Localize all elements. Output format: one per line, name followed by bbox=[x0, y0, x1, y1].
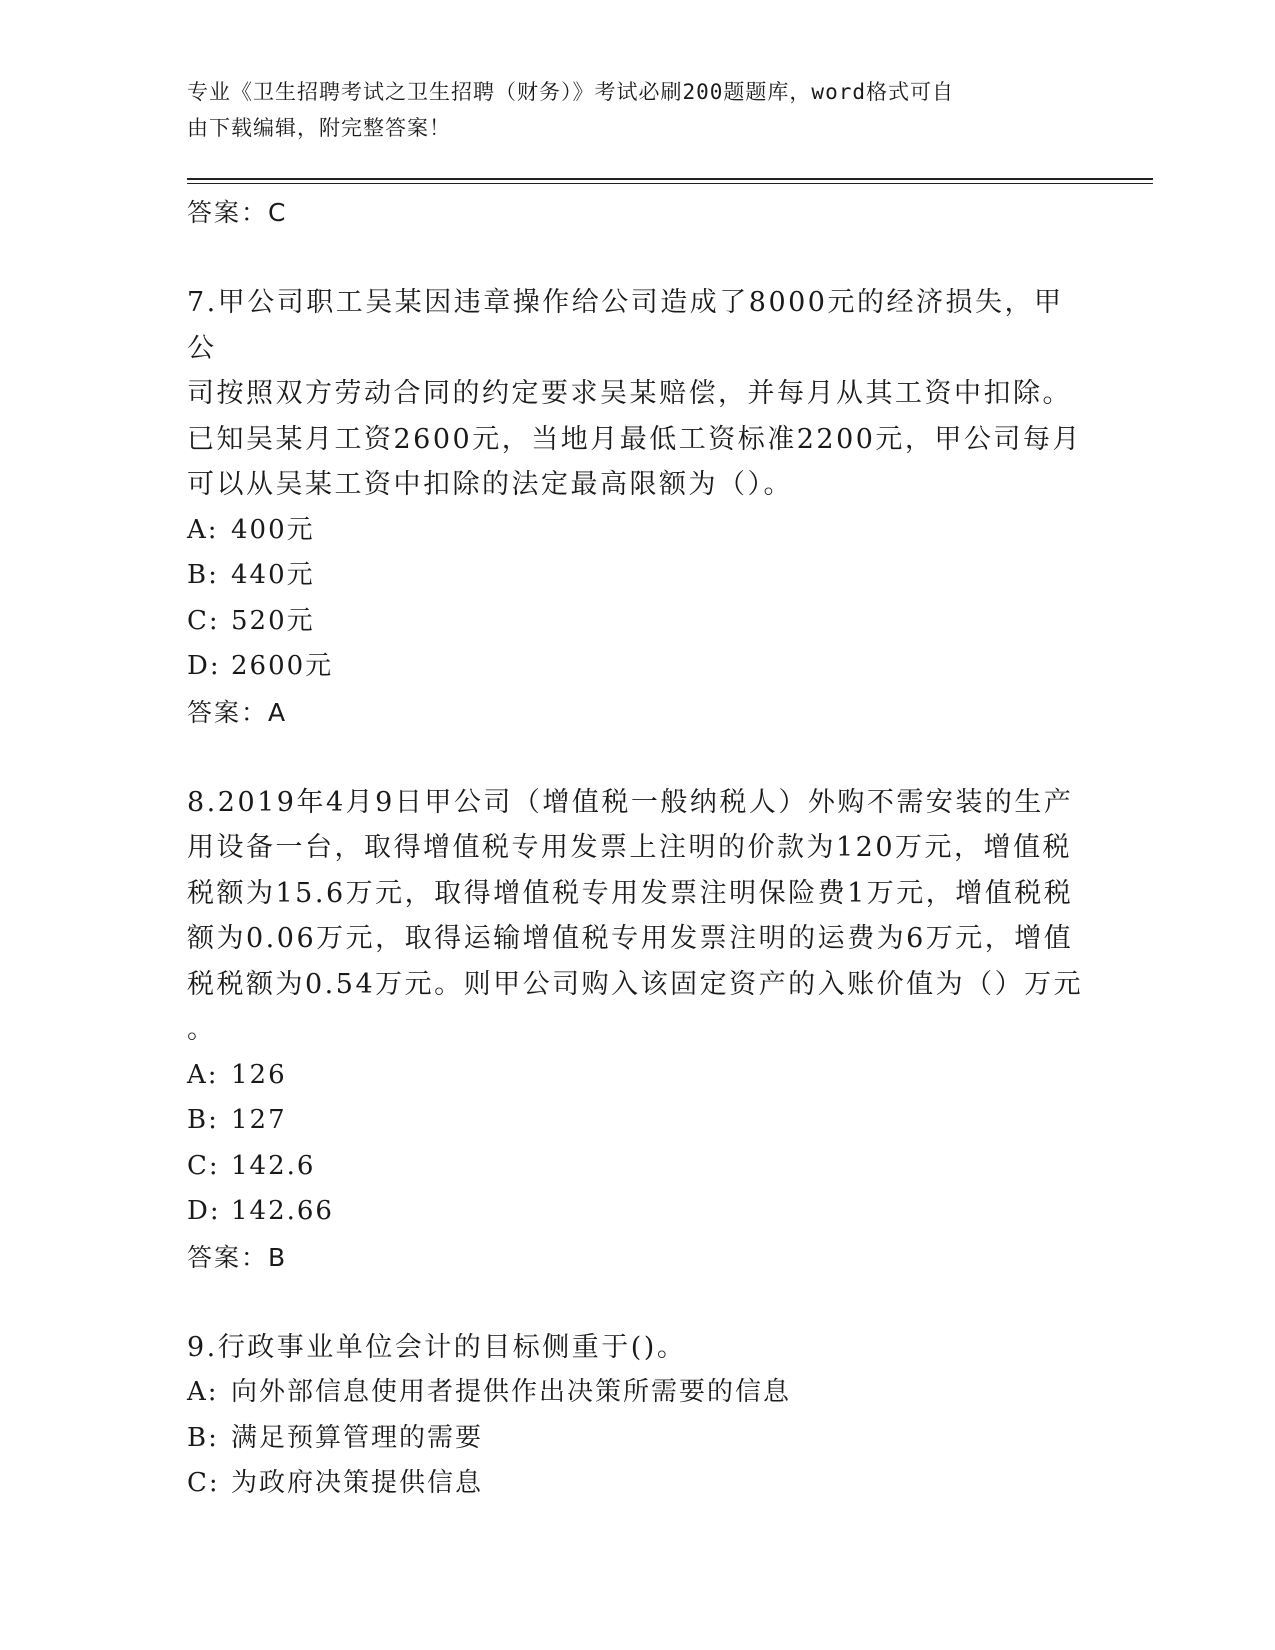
option-text: 2600元 bbox=[231, 651, 334, 681]
header-line-1: 专业《卫生招聘考试之卫生招聘（财务）》考试必刷200题题库，word格式可自 bbox=[187, 80, 954, 104]
option-b bbox=[187, 553, 1087, 599]
stem-line: 9.行政事业单位会计的目标侧重于()。 bbox=[187, 1331, 687, 1363]
stem-line: 可以从吴某工资中扣除的法定最高限额为（）。 bbox=[187, 469, 793, 500]
option-letter: C: bbox=[187, 1468, 220, 1498]
stem-line: 司按照双方劳动合同的约定要求吴某赔偿，并每月从其工资中扣除。 bbox=[187, 378, 1072, 409]
spacer bbox=[187, 736, 1087, 780]
option-text: 满足预算管理的需要 bbox=[231, 1422, 484, 1453]
question-7 bbox=[187, 280, 1087, 736]
option-text: 520元 bbox=[231, 605, 315, 636]
stem-line: 。 bbox=[187, 1014, 217, 1045]
stem-line: 用设备一台，取得增值税专用发票上注明的价款为120万元，增值税 bbox=[187, 832, 1073, 863]
prev-answer: 答案：C bbox=[187, 198, 288, 227]
option-a bbox=[187, 508, 1087, 554]
option-d bbox=[187, 644, 1087, 690]
stem-line: 已知吴某月工资2600元，当地月最低工资标准2200元，甲公司每月 bbox=[187, 423, 1082, 455]
option-text: 440元 bbox=[231, 560, 315, 590]
option-letter: B: bbox=[187, 560, 219, 590]
option-letter: A: bbox=[187, 514, 219, 545]
spacer bbox=[187, 1281, 1087, 1325]
spacer bbox=[187, 236, 1087, 280]
option-letter: A: bbox=[187, 1059, 219, 1090]
option-letter: A: bbox=[187, 1377, 219, 1407]
option-text: 126 bbox=[231, 1059, 287, 1090]
answer-line: 答案：A bbox=[187, 697, 288, 727]
question-8 bbox=[187, 780, 1087, 1281]
option-text: 142.66 bbox=[231, 1196, 334, 1226]
option-text: 127 bbox=[231, 1105, 287, 1135]
header-rule-thin bbox=[187, 183, 1153, 184]
stem-line: 8.2019年4月9日甲公司（增值税一般纳税人）外购不需安装的生产 bbox=[187, 786, 1074, 818]
page-content bbox=[187, 190, 1087, 1507]
option-d bbox=[187, 1189, 1087, 1235]
option-b bbox=[187, 1098, 1087, 1144]
option-letter: D: bbox=[187, 1196, 221, 1226]
question-stem bbox=[187, 1325, 1087, 1371]
header-line-2: 由下载编辑，附完整答案！ bbox=[187, 116, 451, 140]
option-text: 向外部信息使用者提供作出决策所需要的信息 bbox=[231, 1377, 792, 1407]
option-b bbox=[187, 1416, 1087, 1462]
option-text: 142.6 bbox=[231, 1150, 316, 1181]
option-text: 400元 bbox=[231, 514, 315, 545]
header-rule-thick bbox=[187, 178, 1153, 180]
stem-line: 7.甲公司职工吴某因违章操作给公司造成了8000元的经济损失，甲公 bbox=[187, 287, 1064, 364]
stem-line: 额为0.06万元，取得运输增值税专用发票注明的运费为6万元，增值 bbox=[187, 923, 1074, 954]
stem-line: 税税额为0.54万元。则甲公司购入该固定资产的入账价值为（）万元 bbox=[187, 968, 1084, 1000]
question-stem bbox=[187, 780, 1087, 1053]
option-letter: B: bbox=[187, 1422, 219, 1453]
stem-line: 税额为15.6万元，取得增值税专用发票注明保险费1万元，增值税税 bbox=[187, 877, 1074, 909]
option-c bbox=[187, 599, 1087, 645]
question-stem bbox=[187, 280, 1087, 508]
option-letter: C: bbox=[187, 605, 220, 636]
option-a bbox=[187, 1053, 1087, 1099]
option-c bbox=[187, 1461, 1087, 1507]
option-c bbox=[187, 1144, 1087, 1190]
option-letter: D: bbox=[187, 651, 221, 681]
option-letter: C: bbox=[187, 1150, 220, 1181]
question-9 bbox=[187, 1325, 1087, 1507]
option-letter: B: bbox=[187, 1105, 219, 1135]
option-a bbox=[187, 1370, 1087, 1416]
document-header bbox=[187, 74, 1067, 146]
answer-line: 答案：B bbox=[187, 1242, 288, 1272]
option-text: 为政府决策提供信息 bbox=[231, 1468, 484, 1498]
